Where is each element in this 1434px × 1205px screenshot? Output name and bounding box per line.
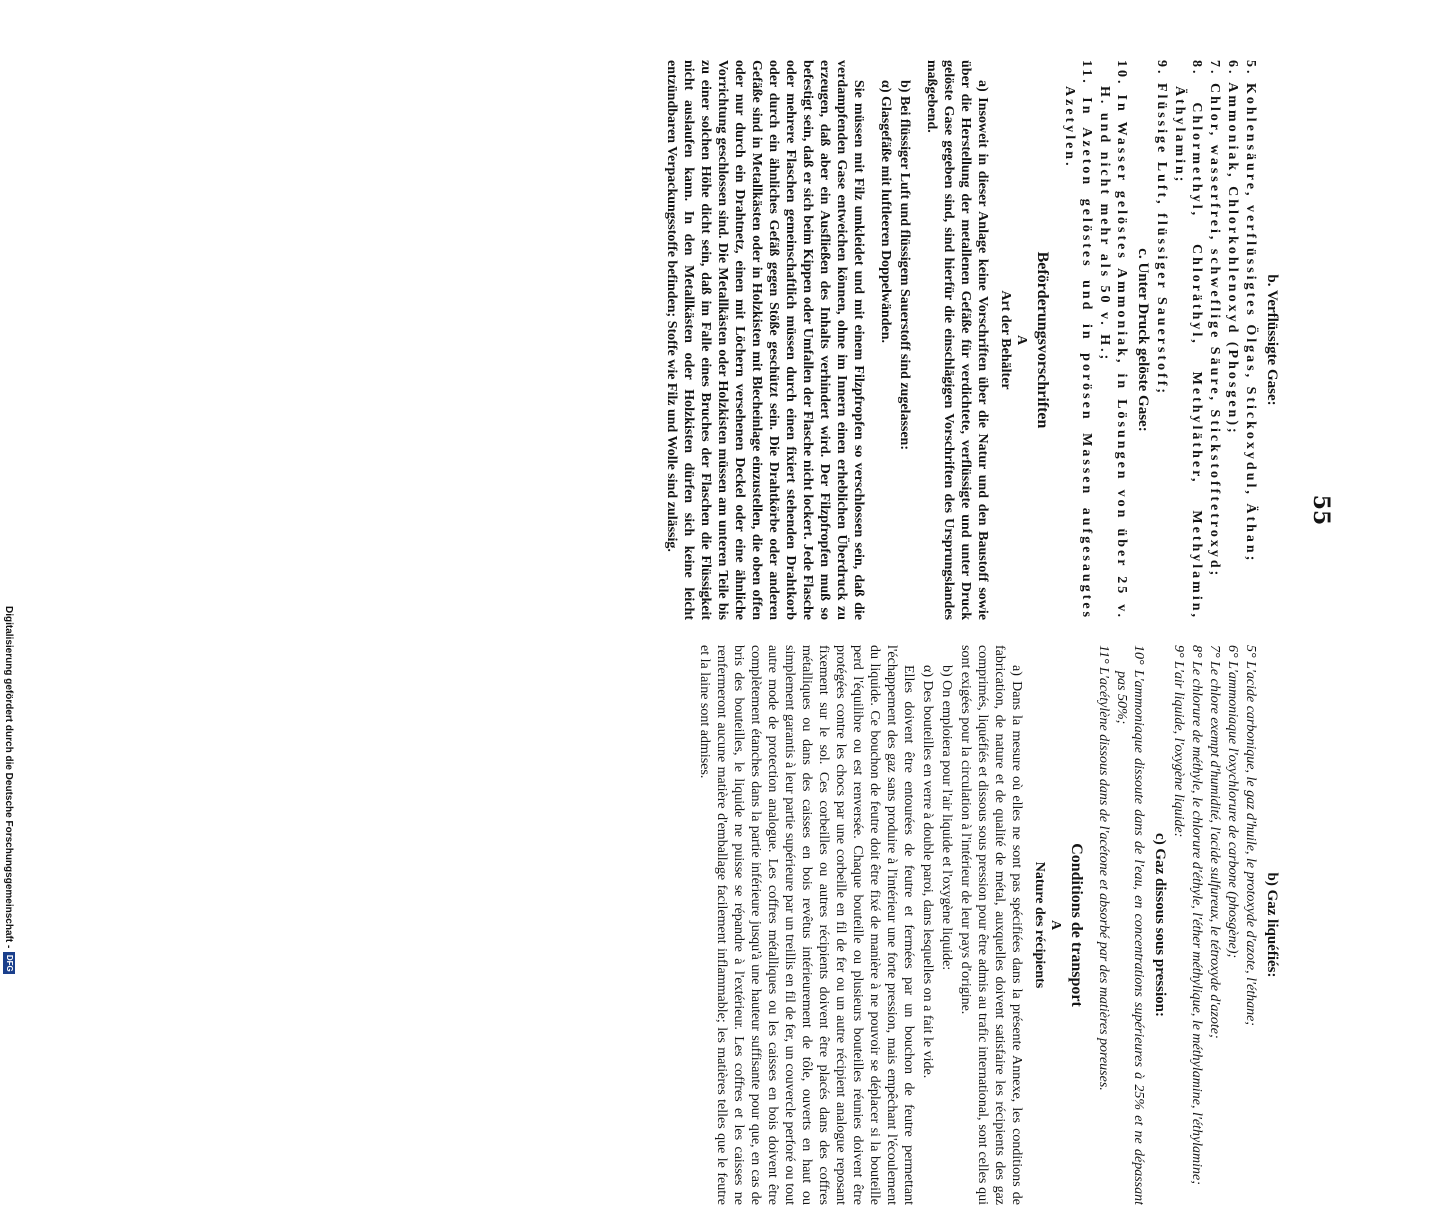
french-item-7: 7° Le chlore exempt d'humidité, l'acide sulfureux, le tétroxyde d'azote; [1207,645,1222,1039]
digitization-credit [2,606,16,998]
french-containers-title: Nature des récipients [1032,861,1047,989]
french-item-9: 9° L'air liquide, l'oxygène liquide: [1171,645,1186,838]
german-paragraph-bottles: Sie müssen mit Filz umkleidet und mit einem Filzpfropfen so verschlossen sein, daß die verdampfenden Gase entweichen können, ohne im Innern einen erheblichen Überdruck zu erzeugen, daß aber ein Ausfließen des Inhalts verhindert wird. Der Filzpfropfen muß so befestigt sein, daß er sich beim Kippen oder Umfallen der Flasche nicht lockert. Jede Flasche oder mehrere Flaschen gemeinschaftlich müssen durch einen fixiert stehenden Drahtkorb oder durch ein ähnliches Gefäß gegen Stöße geschützt sein. Die Drahtkörbe oder anderen Gefäße sind in Metallkästen oder in Holzkisten mit Blecheinlage einzustellen, die oben offen oder nur durch ein Drahtnetz, einen mit Löchern versehenen Deckel oder eine ähnliche Vorrichtung geschlossen sind. Die Metallkästen oder Holzkisten müssen am unteren Teile bis zu einer solchen Höhe dicht sein, daß im Falle eines Bruches der Flaschen die Flüssigkeit nicht auslaufen kann. In den Metallkästen oder Holzkisten dürfen sich keine leicht entzündbaren Verpackungsstoffe befinden; Stoffe wie Filz und Wolle sind zulässig. [664,60,866,620]
german-item-9: 9. Flüssige Luft, flüssiger Sauerstoff; [1154,60,1169,397]
german-column [661,60,1282,620]
german-containers-title: Art der Behälter [998,290,1013,390]
page-number: 55 [1308,494,1334,526]
french-item-6: 6° L'ammoniaque l'oxychlorure de carbone (phosgène); [1225,645,1240,959]
french-column [694,645,1282,1205]
french-item-10: 10° L'ammoniaque dissoute dans de l'eau, en concentrations supérieures à 25% et ne dépassant pas 50%; [1114,645,1146,1205]
french-section-b-title: b) Gaz liquéfiés: [1264,872,1280,978]
german-section-b-title: b. Verflüssigte Gase: [1264,274,1280,406]
german-paragraph-a: a) Insoweit in dieser Anlage keine Vorschriften über die Natur und den Baustoff sowie über die Herstellung der metallenen Gefäße für verdichtete, verflüssigte und unter Druck gelöste Gase gegeben sind, sind hierfür die einschlägigen Vorschriften des Ursprungslandes maßgebend. [924,60,990,620]
german-letter-a: A [1014,334,1029,346]
german-paragraph-alpha: α) Glasgefäße mit luftleeren Doppelwänden. [878,80,893,344]
german-item-6: 6. Ammoniak, Chlorkohlenoxyd (Phosgen); [1225,60,1240,436]
french-section-c-title: c) Gaz dissous sous pression: [1152,833,1168,1017]
german-item-5: 5. Kohlensäure, verflüssigtes Ölgas, Stickoxydul, Äthan; [1243,60,1258,564]
german-transport-title: Beförderungsvorschriften [1034,251,1051,429]
german-paragraph-b: b) Bei flüssiger Luft und flüssigem Sauerstoff sind zugelassen: [897,80,912,451]
german-item-8: 8. Chlormethyl, Chloräthyl, Methyläther, Methylamin, Äthylamin; [1172,60,1204,620]
french-item-8: 8° Le chlorure de méthyle, le chlorure d'éthyle, l'éther méthylique, le méthylamine, l'éthylamine; [1189,645,1204,1185]
french-paragraph-alpha: α) Des bouteilles en verre à double paroi, dans lesquelles on a fait le vide. [920,665,935,1079]
dfg-logo-icon: DFG [3,952,15,974]
rotated-page [114,60,1334,1205]
german-item-7: 7. Chlor, wasserfrei, schweflige Säure, Stickstofftetroxyd; [1207,60,1222,579]
german-item-11: 11. In Azeton gelöstes und in porösen Massen aufgesaugtes Azetylen. [1062,60,1094,620]
french-paragraph-a: a) Dans la mesure où elles ne sont pas spécifiées dans la présente Annexe, les conditions de fabrication, de nature et de qualité de métal, auxquelles doivent satisfaire les récipients des gaz comprimés, liquéfiés et dissous sous pression pour être admis au trafic international, sont celles qui sont exigées pour la circulation à l'intérieur de leur pays d'origine. [958,645,1024,1205]
french-item-11: 11° L'acétylène dissous dans de l'acétone et absorbé par des matières poreuses. [1096,645,1111,1091]
french-letter-a: A [1048,919,1063,931]
french-paragraph-bottles: Elles doivent être entourées de feutre et fermées par un bouchon de feutre permettant l'échappement des gaz sans produire à l'intérieur une forte pression, mais empêchant l'écoulement du liquide. Ce bouchon de feutre doit être fixé de manière à ne pouvoir se déplacer si la bouteille perd l'équilibre ou est renversée. Chaque bouteille ou plusieurs bouteilles réunies doivent être protégées contre les chocs par une corbeille en fil de fer ou un autre récipient analogue reposant fixement sur le sol. Ces corbeilles ou autres récipients doivent être placés dans des coffres métalliques ou dans des caisses en bois revêtus intérieurement de tôle, ouverts en haut ou simplement garantis à leur partie supérieure par un treillis en fil de fer, un couvercle perforé ou tout autre mode de protection analogue. Les coffres métalliques ou les caisses en bois doivent être complètement étanches dans la partie inférieure jusqu'à une hauteur suffisante pour que, en cas de bris des bouteilles, le liquide ne puisse se répandre à l'extérieur. Les coffres et les caisses ne renfermeront aucune matière d'emballage facilement inflammable; les matières telles que le feutre et la laine sont admises. [697,645,916,1205]
german-item-10: 10. In Wasser gelöstes Ammoniak, in Lösungen von über 25 v. H. und nicht mehr als 50 v. H.; [1097,60,1129,620]
french-paragraph-b: b) On emploiera pour l'air liquide et l'oxygène liquide: [939,665,954,971]
german-section-c-title: c. Unter Druck gelöste Gase: [1135,248,1151,432]
french-transport-title: Conditions de transport [1068,843,1085,1007]
french-item-5: 5° L'acide carbonique, le gaz d'huile, le protoxyde d'azote, l'éthane; [1243,645,1258,1026]
credit-text: Digitalisierung gefördert durch die Deutsche Forschungsgemeinschaft - [3,606,15,949]
